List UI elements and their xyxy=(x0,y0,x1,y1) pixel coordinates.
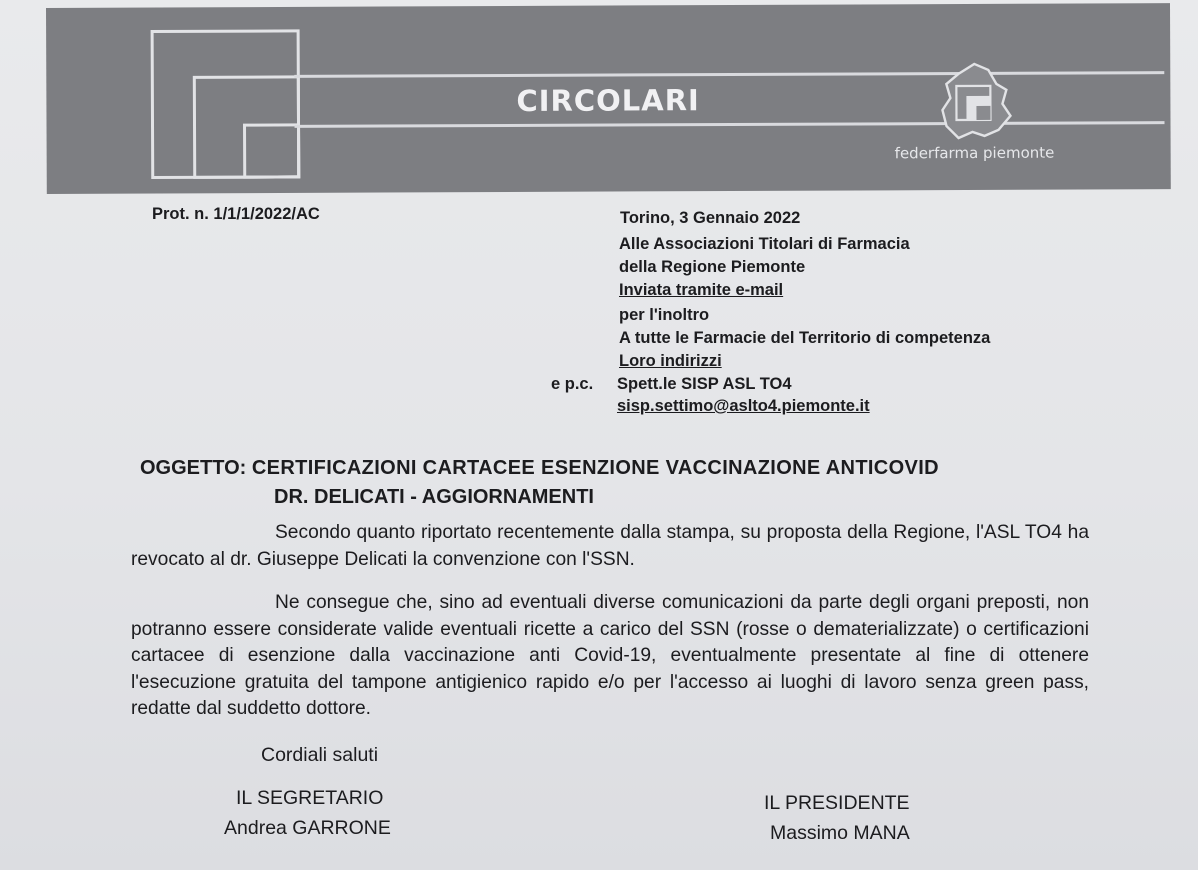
recipient-line-3: Inviata tramite e-mail xyxy=(619,281,784,299)
secretary-name: Andrea GARRONE xyxy=(224,817,391,839)
subject-line-1: CERTIFICAZIONI CARTACEE ESENZIONE VACCINAZIONE ANTICOVID xyxy=(251,457,939,479)
piemonte-region-icon xyxy=(936,60,1016,144)
banner-title: CIRCOLARI xyxy=(516,83,700,118)
recipient-line-5: A tutte le Farmacie del Territorio di competenza xyxy=(619,329,991,347)
body-paragraph-2 xyxy=(131,590,1089,723)
federfarma-square-logo-icon xyxy=(150,29,303,182)
place-date: Torino, 3 Gennaio 2022 xyxy=(620,209,801,227)
recipient-line-1: Alle Associazioni Titolari di Farmacia xyxy=(619,235,910,253)
header-banner xyxy=(46,3,1171,194)
subject-line-2: DR. DELICATI - AGGIORNAMENTI xyxy=(274,486,594,508)
body-paragraph-2-text: Ne consegue che, sino ad eventuali diverse comunicazioni da parte degli organi preposti, non potranno essere considerate valide eventuali ricette a carico del SSN (rosse o dematerializzate) o certificazioni cartacee di esenzione dalla vaccinazione anti Covid-19, eventualmente presentate al fine di ottenere l'esecuzione gratuita del tampone antigienico rapido e/o per l'accesso ai luoghi di lavoro senza green pass, redatte dal suddetto dottore. xyxy=(131,592,1089,719)
body-paragraph-1-text: Secondo quanto riportato recentemente dalla stampa, su proposta della Regione, l'ASL TO4 ha revocato al dr. Giuseppe Delicati la convenzione con l'SSN. xyxy=(131,522,1089,570)
secretary-title: IL SEGRETARIO xyxy=(236,787,384,809)
greeting: Cordiali saluti xyxy=(261,744,379,766)
subject-block xyxy=(140,454,939,512)
president-title: IL PRESIDENTE xyxy=(764,792,910,814)
body-paragraph-1 xyxy=(131,520,1089,573)
president-name: Massimo MANA xyxy=(770,822,910,844)
banner-top-rule xyxy=(294,71,1164,78)
banner-bottom-rule xyxy=(295,121,1165,128)
brand-name: federfarma piemonte xyxy=(894,143,1055,163)
recipient-line-2: della Regione Piemonte xyxy=(619,258,806,276)
forward-label: per l'inoltro xyxy=(619,306,710,324)
cc-name: Spett.le SISP ASL TO4 xyxy=(617,375,792,393)
cc-label: e p.c. xyxy=(551,375,594,393)
cc-email: sisp.settimo@aslto4.piemonte.it xyxy=(617,397,870,415)
protocol-number: Prot. n. 1/1/1/2022/AC xyxy=(152,205,320,223)
subject-label: OGGETTO: xyxy=(140,457,247,479)
recipient-line-6: Loro indirizzi xyxy=(619,352,722,370)
